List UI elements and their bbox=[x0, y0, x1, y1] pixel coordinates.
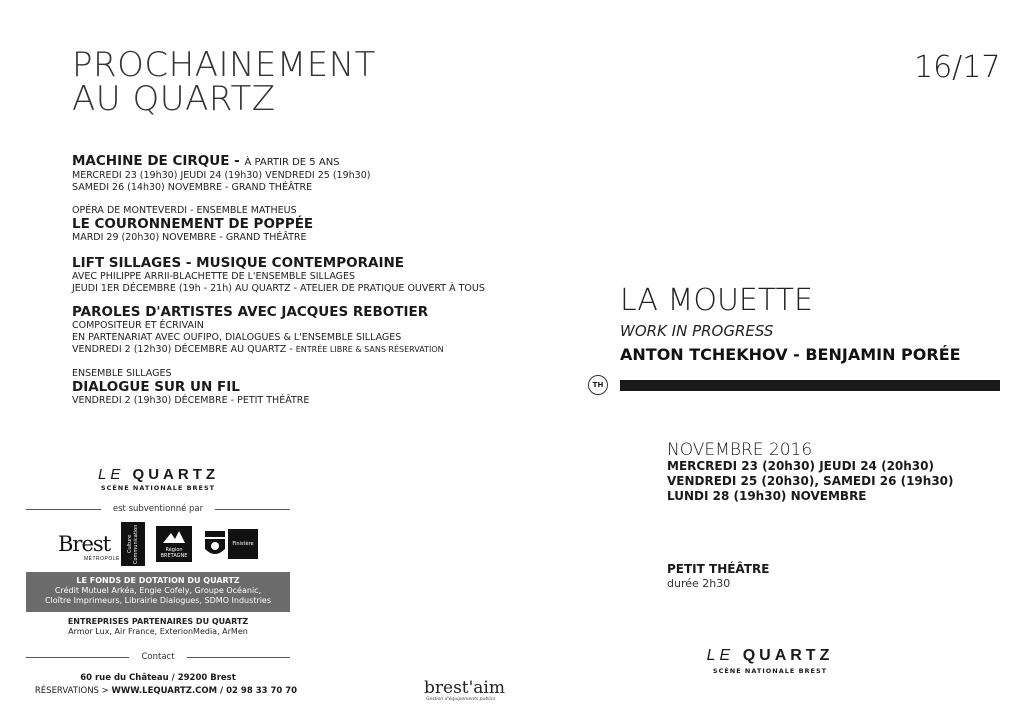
programme-line: AVEC PHILIPPE ARRII-BLACHETTE DE L'ENSEMBLE SILLAGES bbox=[72, 271, 356, 282]
programme-item bbox=[72, 205, 532, 244]
programme-title: LIFT SILLAGES - MUSIQUE CONTEMPORAINE bbox=[72, 255, 404, 271]
reservations-prefix: RÉSERVATIONS > bbox=[34, 686, 112, 696]
contact-address: 60 rue du Château / 29200 Brest bbox=[80, 673, 236, 683]
brestaim-subtitle: Gestion d'équipements publics bbox=[426, 697, 496, 702]
show-date-line: LUNDI 28 (19h30) NOVEMBRE bbox=[667, 489, 867, 503]
show-subtitle: WORK IN PROGRESS bbox=[620, 322, 774, 340]
programme-age: À PARTIR DE 5 ANS bbox=[244, 157, 340, 168]
finistere-label: Finistère bbox=[228, 529, 258, 559]
contact-divider bbox=[26, 652, 290, 662]
programme-item bbox=[72, 368, 532, 407]
partners-block bbox=[26, 617, 290, 637]
logo-le: LE bbox=[706, 647, 735, 664]
programme-item bbox=[72, 256, 532, 295]
show-authors: ANTON TCHEKHOV - BENJAMIN PORÉE bbox=[620, 345, 961, 364]
programme-title bbox=[72, 154, 532, 170]
logo-quartz: QUARTZ bbox=[132, 466, 220, 483]
brest-metropole-logo bbox=[58, 532, 120, 562]
programme-line: MERCREDI 23 (19h30) JEUDI 24 (19h30) VENDREDI 25 (19h30) bbox=[72, 170, 371, 181]
divider-rule bbox=[215, 509, 290, 510]
programme-line-text: VENDREDI 2 (12h30) DÉCEMBRE AU QUARTZ - bbox=[72, 344, 296, 355]
reservations-contact: WWW.LEQUARTZ.COM / 02 98 33 70 70 bbox=[111, 686, 298, 696]
brestaim-logo: brest'aim bbox=[424, 678, 505, 698]
show-title: LA MOUETTE bbox=[620, 283, 813, 318]
heading-line-2: AU QUARTZ bbox=[72, 79, 276, 119]
divider-rule bbox=[26, 509, 101, 510]
divider-rule bbox=[26, 657, 129, 658]
brest-logo-text: Brest bbox=[58, 532, 111, 556]
show-venue: PETIT THÉÂTRE bbox=[667, 562, 770, 576]
subsidy-label: est subventionné par bbox=[112, 504, 204, 514]
fonds-line: Cloître Imprimeurs, Librairie Dialogues, SDMO Industries bbox=[44, 596, 272, 605]
programme-line: COMPOSITEUR ET ÉCRIVAIN bbox=[72, 320, 204, 331]
logo-le: LE bbox=[98, 466, 125, 483]
finistere-shield-icon bbox=[203, 529, 227, 559]
divider-rule bbox=[187, 657, 290, 658]
subsidy-divider bbox=[26, 504, 290, 514]
programme-line bbox=[72, 344, 532, 356]
programme-title: PAROLES D'ARTISTES AVEC JACQUES REBOTIER bbox=[72, 304, 429, 320]
show-date-line: VENDREDI 25 (20h30), SAMEDI 26 (19h30) bbox=[667, 474, 954, 488]
logo-quartz: QUARTZ bbox=[742, 647, 834, 664]
programme-item bbox=[72, 305, 532, 356]
logo-subtitle: SCÈNE NATIONALE BREST bbox=[100, 484, 216, 492]
programme-title: DIALOGUE SUR UN FIL bbox=[72, 379, 240, 395]
programme-title-text: MACHINE DE CIRQUE - bbox=[72, 153, 240, 169]
programme-line: MARDI 29 (20h30) NOVEMBRE - GRAND THÉÂTRE bbox=[72, 232, 307, 243]
sponsor-logos bbox=[58, 522, 258, 566]
brest-logo-subtext: MÉTROPOLE bbox=[84, 556, 120, 562]
logo-subtitle: SCÈNE NATIONALE BREST bbox=[712, 667, 828, 675]
partners-line: Armor Lux, Air France, ExterionMedia, ArMen bbox=[68, 627, 248, 636]
finistere-logo bbox=[203, 529, 258, 559]
region-logo-text: Région BRETAGNE bbox=[160, 547, 188, 559]
show-month: NOVEMBRE 2016 bbox=[667, 440, 813, 460]
theatre-badge: TH bbox=[588, 375, 608, 395]
reservations-line bbox=[26, 686, 306, 696]
programme-kicker: ENSEMBLE SILLAGES bbox=[72, 368, 172, 379]
programme-item bbox=[72, 154, 532, 194]
quartz-logo bbox=[700, 647, 840, 665]
heading-line-1: PROCHAINEMENT bbox=[72, 45, 376, 85]
page-numbers: 16/17 bbox=[914, 50, 1001, 85]
show-date-line: MERCREDI 23 (20h30) JEUDI 24 (20h30) bbox=[667, 459, 934, 473]
region-bird-icon bbox=[161, 529, 187, 547]
programme-kicker: OPÉRA DE MONTEVERDI - ENSEMBLE MATHEUS bbox=[72, 205, 297, 216]
page-heading bbox=[72, 45, 432, 119]
programme-line: VENDREDI 2 (19h30) DÉCEMBRE - PETIT THÉÂTRE bbox=[72, 395, 310, 406]
quartz-logo bbox=[98, 466, 218, 483]
culture-logo-text: Culture Communication bbox=[127, 524, 140, 564]
programme-line: EN PARTENARIAT AVEC OUFIPO, DIALOGUES & L'ENSEMBLE SILLAGES bbox=[72, 332, 402, 343]
title-bar bbox=[620, 380, 1000, 391]
region-bretagne-logo bbox=[156, 526, 192, 562]
programme-title: LE COURONNEMENT DE POPPÉE bbox=[72, 216, 314, 232]
contact-label: Contact bbox=[141, 652, 175, 662]
programme-line-note: ENTRÉE LIBRE & SANS RÉSERVATION bbox=[295, 345, 444, 354]
programme-line: SAMEDI 26 (14h30) NOVEMBRE - GRAND THÉÂTRE bbox=[72, 182, 313, 193]
show-duration: durée 2h30 bbox=[667, 577, 731, 590]
culture-ministry-logo bbox=[121, 522, 145, 566]
partners-title: ENTREPRISES PARTENAIRES DU QUARTZ bbox=[67, 617, 249, 626]
fonds-dotation-box bbox=[26, 572, 290, 612]
programme-line: JEUDI 1ER DÉCEMBRE (19h - 21h) AU QUARTZ - ATELIER DE PRATIQUE OUVERT À TOUS bbox=[72, 283, 485, 294]
fonds-line: Crédit Mutuel Arkéa, Engie Cofely, Groupe Océanic, bbox=[54, 586, 262, 595]
fonds-title: LE FONDS DE DOTATION DU QUARTZ bbox=[76, 576, 240, 585]
